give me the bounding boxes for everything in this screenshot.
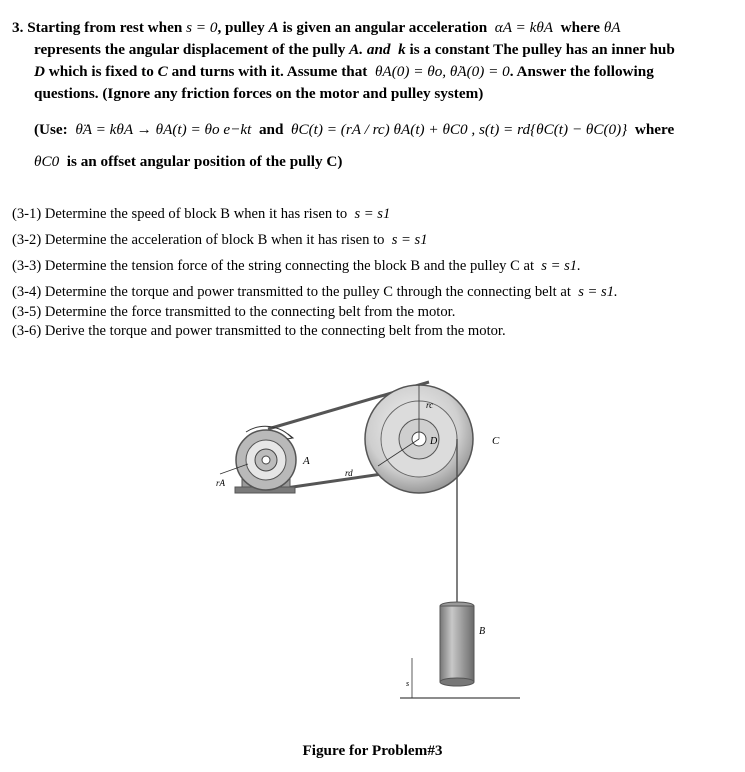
question-text: Determine the tension force of the string connecting the block B and the pulley C at <box>44 258 534 274</box>
question-text: Determine the speed of block B when it has risen to <box>44 206 348 222</box>
statement-text: (Use: <box>34 121 68 138</box>
math-initial-conditions: θA(0) = θo, θ̇A(0) = 0 <box>374 63 510 80</box>
question-math: s = s1. <box>541 258 581 274</box>
question-math: s = s1 <box>391 232 428 248</box>
math-use-eq3: s(t) = rd{θC(t) − θC(0)} <box>479 121 628 138</box>
statement-text: Starting from rest when <box>27 19 183 36</box>
question-id: (3-5) <box>12 304 42 320</box>
problem-statement <box>12 17 730 173</box>
problem-line-2 <box>12 39 730 61</box>
question-text: Determine the torque and power transmitted to the pulley C through the connecting belt at <box>44 284 571 300</box>
problem-line-3 <box>12 61 730 83</box>
math-s-zero: s = 0 <box>186 19 218 36</box>
question-id: (3-2) <box>12 232 42 248</box>
statement-text: represents the angular displacement of the pully <box>34 41 346 58</box>
question-item <box>12 231 428 250</box>
problem-line-1 <box>12 17 730 39</box>
statement-text: where <box>560 19 601 36</box>
statement-text: which is fixed to <box>48 63 154 80</box>
label-a: A <box>303 455 310 467</box>
statement-text: and <box>258 121 284 138</box>
question-id: (3-1) <box>12 206 42 222</box>
statement-text: where <box>634 121 675 138</box>
question-text: Derive the torque and power transmitted to the connecting belt from the motor. <box>44 323 506 339</box>
hub-d-symbol: D <box>34 63 45 80</box>
question-math: s = s1. <box>578 284 618 300</box>
math-theta-c0: θC0 <box>34 153 60 170</box>
statement-text: and turns with it. Assume that <box>171 63 368 80</box>
figure-caption: Figure for Problem#3 <box>302 742 443 759</box>
pulley-a-symbol: A <box>268 19 279 36</box>
question-id: (3-4) <box>12 284 42 300</box>
block-b <box>440 602 474 686</box>
math-theta-a: θA <box>603 19 621 36</box>
problem-number: 3. <box>12 19 24 36</box>
problem-offset-line <box>12 151 730 173</box>
pulley-c-symbol: C <box>157 63 168 80</box>
label-d: D <box>430 436 438 447</box>
question-item <box>12 322 506 341</box>
label-b: B <box>479 626 486 637</box>
math-use-eq2: θC(t) = (rA / rc) θA(t) + θC0 , <box>291 121 476 138</box>
question-id: (3-6) <box>12 323 42 339</box>
statement-text: is given an angular acceleration <box>282 19 488 36</box>
label-c: C <box>492 435 500 447</box>
statement-text: is a constant The pulley has an inner hub <box>409 41 675 58</box>
statement-text: is an offset angular position of the pully C) <box>66 153 343 170</box>
motor-a <box>220 426 296 493</box>
question-math: s = s1 <box>354 206 391 222</box>
question-item <box>12 283 618 302</box>
statement-text: A. and <box>349 41 391 58</box>
question-id: (3-3) <box>12 258 42 274</box>
statement-text: . Answer the following <box>509 63 654 80</box>
label-rc: rc <box>426 400 434 410</box>
math-k: k <box>398 41 406 58</box>
label-s: s <box>406 679 410 688</box>
question-text: Determine the acceleration of block B when it has risen to <box>44 232 385 248</box>
question-item <box>12 303 455 322</box>
problem-line-4: questions. (Ignore any friction forces on the motor and pulley system) <box>34 85 484 102</box>
label-rd: rd <box>345 468 353 478</box>
problem-use-line <box>12 119 730 141</box>
question-item <box>12 257 581 276</box>
statement-text: , pulley <box>217 19 265 36</box>
label-ra: rA <box>216 478 225 488</box>
math-alpha-eq: αA = kθA <box>494 19 554 36</box>
pulley-system-figure <box>200 368 540 730</box>
math-use-eq1: θ̈A = kθA → θA(t) = θo e−kt <box>75 121 252 138</box>
question-item <box>12 205 390 224</box>
question-text: Determine the force transmitted to the connecting belt from the motor. <box>44 304 456 320</box>
